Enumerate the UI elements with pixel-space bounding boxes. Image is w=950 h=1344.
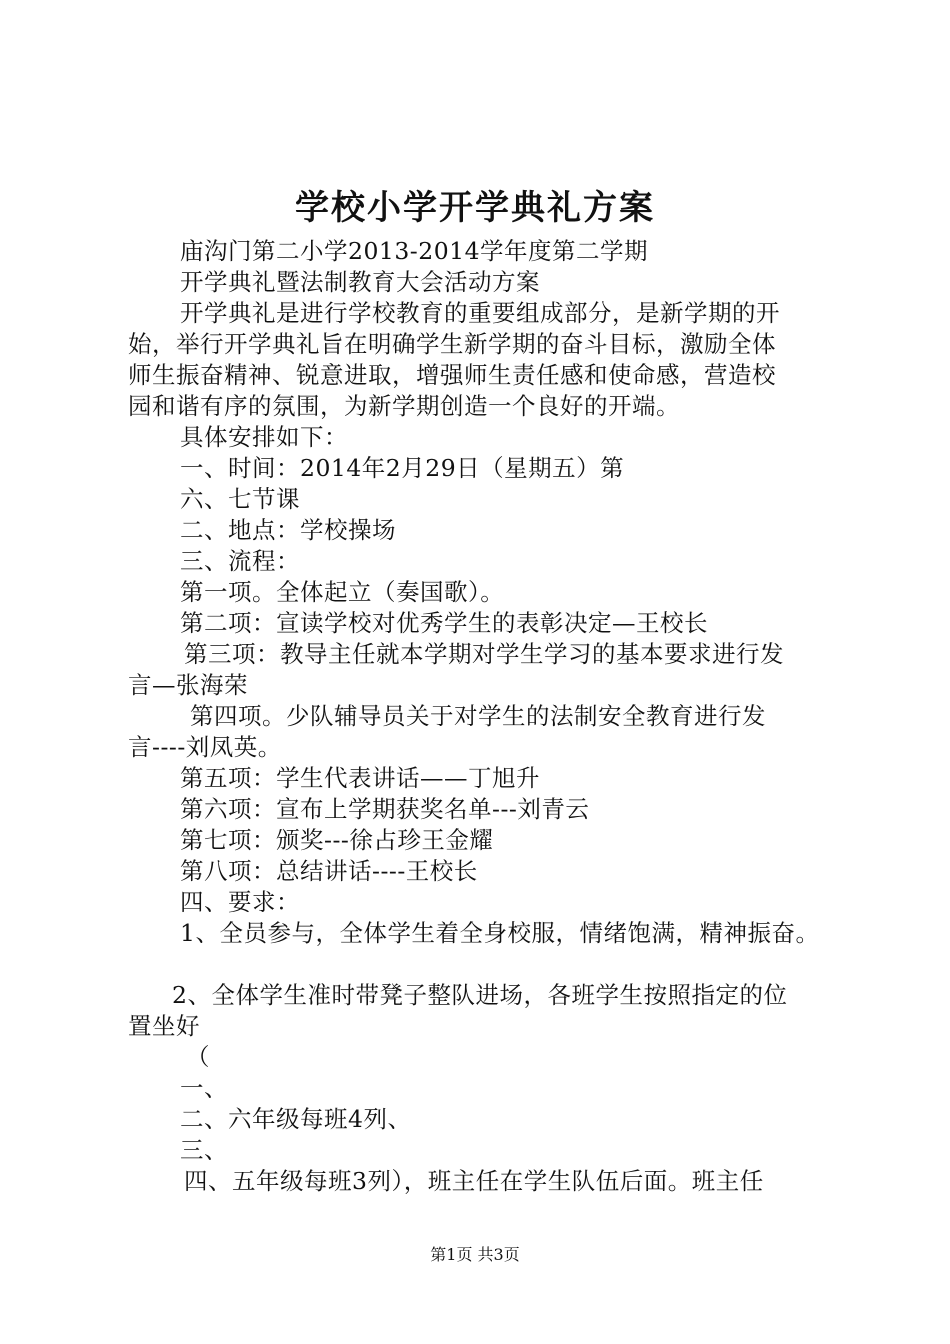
requirement-item-continued: 置坐好 xyxy=(128,1012,200,1040)
requirement-item: 1、全员参与，全体学生着全身校服，情绪饱满，精神振奋。 xyxy=(180,919,820,947)
process-item: 第一项。全体起立（奏国歌）。 xyxy=(180,578,505,606)
process-item-continued: 言—张海荣 xyxy=(128,671,248,699)
paragraph-line: 师生振奋精神、锐意进取，增强师生责任感和使命感，营造校 xyxy=(128,361,776,389)
page-footer: 第1页 共3页 xyxy=(430,1245,520,1264)
process-item: 第八项：总结讲话----王校长 xyxy=(180,857,478,885)
school-line: 庙沟门第二小学2013-2014学年度第二学期 xyxy=(180,237,649,265)
process-item: 第二项：宣读学校对优秀学生的表彰决定—王校长 xyxy=(180,609,708,637)
process-item: 第六项：宣布上学期获奖名单---刘青云 xyxy=(180,795,590,823)
paragraph-line: 开学典礼是进行学校教育的重要组成部分，是新学期的开 xyxy=(180,299,780,327)
process-item: 第五项：学生代表讲话——丁旭升 xyxy=(180,764,540,792)
document-title: 学校小学开学典礼方案 xyxy=(295,188,655,228)
requirement-item: 2、全体学生准时带凳子整队进场，各班学生按照指定的位 xyxy=(172,981,788,1009)
list-fragment: 四、五年级每班3列），班主任在学生队伍后面。班主任 xyxy=(184,1167,764,1195)
process-item: 第四项。少队辅导员关于对学生的法制安全教育进行发 xyxy=(190,702,766,730)
time-line-continued: 六、七节课 xyxy=(180,485,300,513)
list-fragment: 一、 xyxy=(180,1074,228,1102)
process-item: 第七项：颁奖---徐占珍王金耀 xyxy=(180,826,494,854)
process-item: 第三项：教导主任就本学期对学生学习的基本要求进行发 xyxy=(184,640,784,668)
paragraph-line: 始，举行开学典礼旨在明确学生新学期的奋斗目标，激励全体 xyxy=(128,330,776,358)
requirements-heading: 四、要求： xyxy=(180,888,300,916)
process-heading: 三、流程： xyxy=(180,547,300,575)
location-line: 二、地点：学校操场 xyxy=(180,516,396,544)
list-fragment: 二、六年级每班4列、 xyxy=(180,1105,412,1133)
list-fragment: 三、 xyxy=(180,1136,228,1164)
plan-subtitle: 开学典礼暨法制教育大会活动方案 xyxy=(180,268,540,296)
process-item-continued: 言----刘凤英。 xyxy=(128,733,282,761)
arrangement-heading: 具体安排如下： xyxy=(180,423,348,451)
list-fragment: （ xyxy=(186,1043,210,1071)
time-line: 一、时间：2014年2月29日（星期五）第 xyxy=(180,454,625,482)
paragraph-line: 园和谐有序的氛围，为新学期创造一个良好的开端。 xyxy=(128,392,680,420)
